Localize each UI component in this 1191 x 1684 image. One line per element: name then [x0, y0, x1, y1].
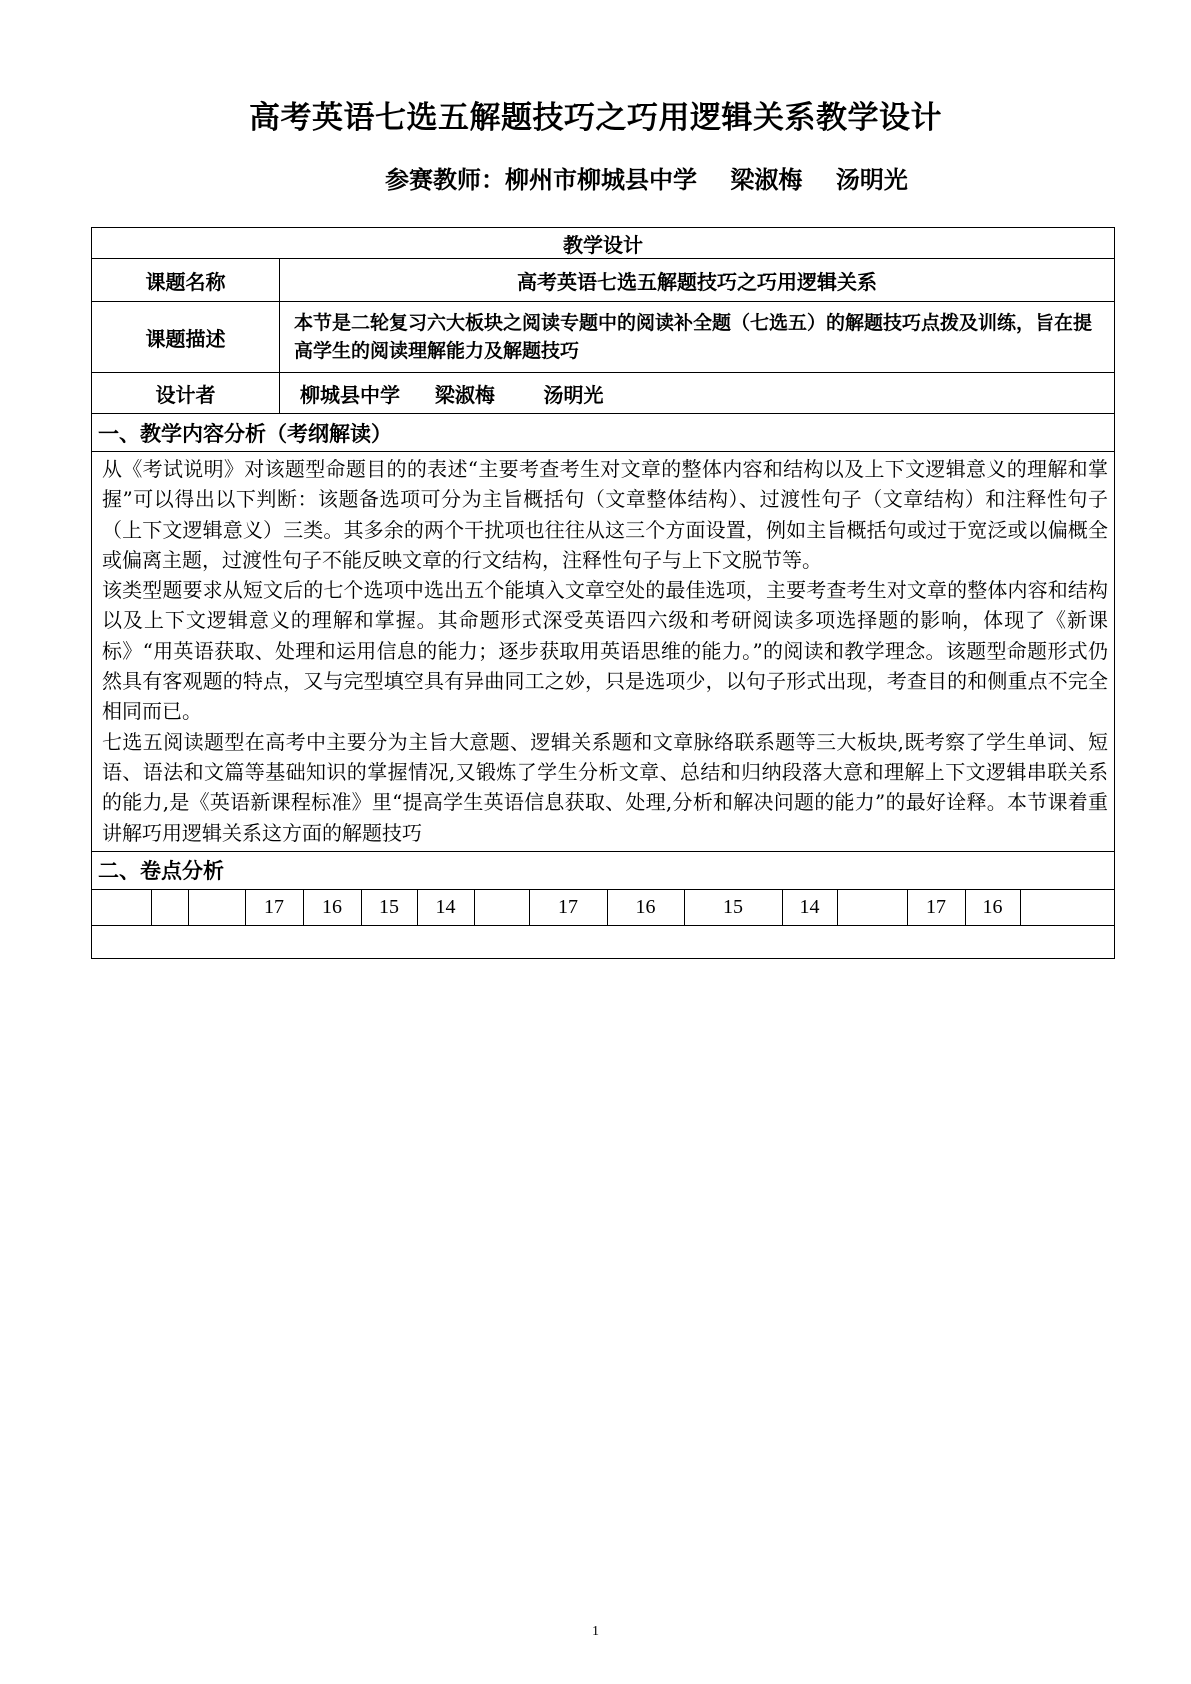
table-header: 教学设计 — [92, 228, 1115, 259]
score-cell: 15 — [684, 890, 782, 926]
designer-value: 柳城县中学 梁淑梅 汤明光 — [280, 373, 1115, 414]
score-cell: 16 — [607, 890, 684, 926]
document-title: 高考英语七选五解题技巧之巧用逻辑关系教学设计 — [249, 100, 942, 136]
score-cell — [1020, 890, 1115, 926]
score-cell: 16 — [965, 890, 1020, 926]
score-cell: 17 — [529, 890, 607, 926]
score-cell: 15 — [361, 890, 417, 926]
designer-label: 设计者 — [92, 373, 280, 414]
score-cell: 17 — [245, 890, 303, 926]
section1-paragraph: 从《考试说明》对该题型命题目的的表述“主要考查考生对文章的整体内容和结构以及上下文逻辑意义的理解和掌握”可以得出以下判断：该题备选项可分为主旨概括句（文章整体结构）、过渡性句子（文章结构）和注释性句子（上下文逻辑意义）三类。其多余的两个干扰项也往往从这三个方面设置，例如主旨概括句或过于宽泛或以偏概全或偏离主题，过渡性句子不能反映文章的行文结构，注释性句子与上下文脱节等。 — [102, 457, 1108, 572]
score-cell — [151, 890, 188, 926]
table-header-row — [92, 228, 1115, 259]
section1-heading: 一、教学内容分析（考纲解读） — [92, 414, 1115, 452]
designer-row — [92, 373, 1115, 414]
score-cell — [92, 890, 151, 926]
score-blank-cell — [92, 925, 1115, 958]
course-desc-label: 课题描述 — [92, 302, 280, 373]
page-number: 1 — [592, 1624, 599, 1639]
score-cell: 14 — [417, 890, 474, 926]
score-table — [92, 890, 1115, 958]
score-cell: 16 — [303, 890, 361, 926]
section2-heading-row — [92, 851, 1115, 889]
score-table-wrapper — [92, 889, 1115, 958]
section2-heading: 二、卷点分析 — [92, 851, 1115, 889]
lesson-design-table — [91, 227, 1115, 959]
score-table-row — [92, 889, 1115, 958]
section1-heading-row — [92, 414, 1115, 452]
section1-paragraph: 该类型题要求从短文后的七个选项中选出五个能填入文章空处的最佳选项，主要考查考生对文章的整体内容和结构以及上下文逻辑意义的理解和掌握。其命题形式深受英语四六级和考研阅读多项选择题的影响，体现了《新课标》“用英语获取、处理和运用信息的能力；逐步获取用英语思维的能力。”的阅读和教学理念。该题型命题形式仍然具有客观题的特点，又与完型填空具有异曲同工之妙，只是选项少，以句子形式出现，考查目的和侧重点不完全相同而已。 — [102, 578, 1108, 724]
section1-body — [92, 452, 1115, 852]
score-cell: 17 — [907, 890, 965, 926]
teachers-line: 参赛教师：柳州市柳城县中学 梁淑梅 汤明光 — [385, 166, 908, 194]
score-cell: 14 — [782, 890, 837, 926]
section1-body-row — [92, 452, 1115, 852]
course-desc-value: 本节是二轮复习六大板块之阅读专题中的阅读补全题（七选五）的解题技巧点拨及训练，旨在提高学生的阅读理解能力及解题技巧 — [280, 302, 1115, 373]
score-cell — [188, 890, 245, 926]
course-name-row — [92, 259, 1115, 302]
course-name-label: 课题名称 — [92, 259, 280, 302]
course-name-value: 高考英语七选五解题技巧之巧用逻辑关系 — [280, 259, 1115, 302]
section1-paragraph: 七选五阅读题型在高考中主要分为主旨大意题、逻辑关系题和文章脉络联系题等三大板块,既考察了学生单词、短语、语法和文篇等基础知识的掌握情况,又锻炼了学生分析文章、总结和归纳段落大意和理解上下文逻辑串联关系的能力,是《英语新课程标准》里“提高学生英语信息获取、处理,分析和解决问题的能力”的最好诠释。本节课着重讲解巧用逻辑关系这方面的解题技巧 — [102, 729, 1108, 845]
score-cell — [474, 890, 529, 926]
course-desc-row — [92, 302, 1115, 373]
score-row — [92, 890, 1115, 926]
score-cell — [837, 890, 907, 926]
score-blank-row — [92, 925, 1115, 958]
